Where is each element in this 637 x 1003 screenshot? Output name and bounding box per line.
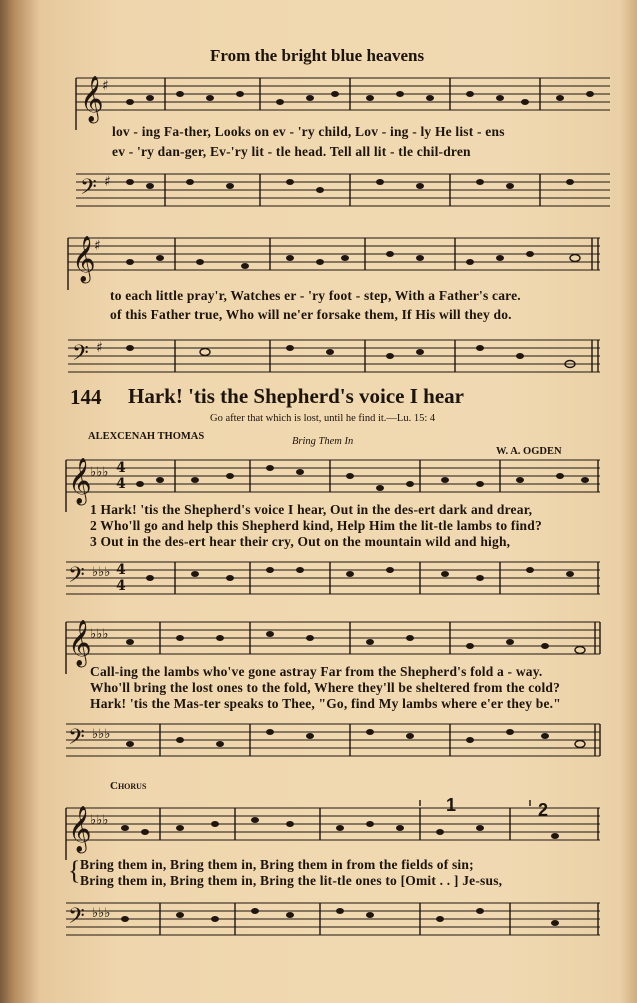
hymn-bass-staff-1 <box>0 554 637 609</box>
svg-text:𝄢: 𝄢 <box>68 563 85 593</box>
verse-line: Call-ing the lambs who've gone astray Far from the Shepherd's fold a - way. <box>90 664 543 679</box>
svg-text:4: 4 <box>116 562 126 578</box>
chorus-label: Chorus <box>110 780 147 792</box>
verse-line: 1 Hark! 'tis the Shepherd's voice I hear, Out in the des-ert dark and drear, <box>90 502 533 517</box>
ending-1-label: 1 <box>446 795 457 815</box>
svg-text:𝄢: 𝄢 <box>68 725 85 755</box>
chorus-brace: { <box>68 856 81 885</box>
author-credit: ALEXCENAH THOMAS <box>88 431 205 442</box>
svg-text:♯: ♯ <box>104 174 111 190</box>
section-title: From the bright blue heavens <box>210 46 425 65</box>
verse-line: 3 Out in the des-ert hear their cry, Out on the mountain wild and high, <box>90 534 511 549</box>
composer-credit: W. A. OGDEN <box>496 446 562 457</box>
svg-text:𝄞: 𝄞 <box>80 76 104 122</box>
svg-text:♭♭♭: ♭♭♭ <box>92 565 111 580</box>
treble-staff-1 <box>0 70 637 130</box>
hymn-title: Hark! 'tis the Shepherd's voice I hear <box>128 384 464 408</box>
svg-text:𝄞: 𝄞 <box>68 620 92 666</box>
svg-text:♭♭♭: ♭♭♭ <box>92 906 111 921</box>
bass-staff-1 <box>0 166 637 216</box>
svg-text:𝄞: 𝄞 <box>68 806 92 852</box>
svg-text:𝄢: 𝄢 <box>80 175 97 205</box>
svg-text:♯: ♯ <box>102 78 109 94</box>
svg-text:♭♭♭: ♭♭♭ <box>90 627 109 642</box>
svg-text:𝄢: 𝄢 <box>68 904 85 934</box>
tune-name: Bring Them In <box>292 436 354 447</box>
bass-staff-2 <box>0 332 637 382</box>
svg-text:𝄢: 𝄢 <box>72 341 89 371</box>
svg-text:4: 4 <box>116 476 126 492</box>
svg-text:♯: ♯ <box>96 340 103 356</box>
treble-staff-2 <box>0 230 637 290</box>
lyric-line: of this Father true, Who will ne'er forsake them, If His will they do. <box>110 307 512 322</box>
chorus-line: Bring them in, Bring them in, Bring them in from the fields of sin; <box>80 857 474 872</box>
svg-text:♭♭♭: ♭♭♭ <box>92 727 111 742</box>
chorus-bass-staff <box>0 895 637 955</box>
ending-2-label: 2 <box>538 800 549 820</box>
hymn-bass-staff-2 <box>0 716 637 771</box>
lyric-line: to each little pray'r, Watches er - 'ry foot - step, With a Father's care. <box>110 288 521 303</box>
svg-text:♯: ♯ <box>94 238 101 254</box>
svg-text:4: 4 <box>116 578 126 594</box>
svg-text:♭♭♭: ♭♭♭ <box>90 813 109 828</box>
svg-text:𝄞: 𝄞 <box>68 458 92 504</box>
scripture-reference: Go after that which is lost, until he find it.—Lu. 15: 4 <box>210 413 436 424</box>
svg-text:♭♭♭: ♭♭♭ <box>90 465 109 480</box>
verse-line: 2 Who'll go and help this Shepherd kind, Help Him the lit-tle lambs to find? <box>90 518 542 533</box>
verse-line: Hark! 'tis the Mas-ter speaks to Thee, "Go, find My lambs where e'er they be." <box>90 696 561 711</box>
lyric-line: ev - 'ry dan-ger, Ev-'ry lit - tle head. Tell all lit - tle chil-dren <box>112 144 471 159</box>
chorus-line: Bring them in, Bring them in, Bring the lit-tle ones to [Omit . . ] Je-sus, <box>80 873 503 888</box>
hymn-number: 144 <box>70 385 102 409</box>
svg-text:4: 4 <box>116 460 126 476</box>
verse-line: Who'll bring the lost ones to the fold, Where they'll be sheltered from the cold? <box>90 680 561 695</box>
svg-text:𝄞: 𝄞 <box>72 236 96 282</box>
lyric-line: lov - ing Fa-ther, Looks on ev - 'ry child, Lov - ing - ly He list - ens <box>112 124 505 139</box>
